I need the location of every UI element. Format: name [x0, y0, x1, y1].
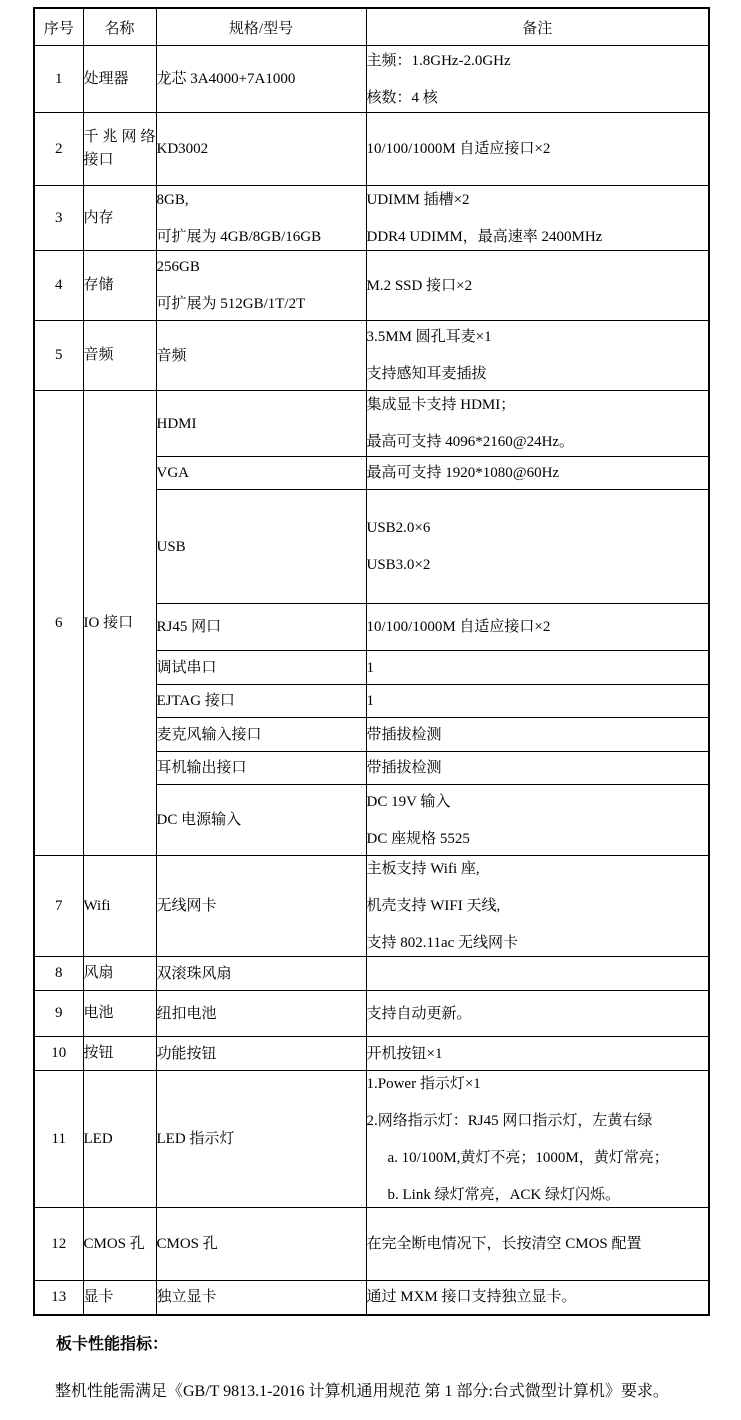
cell-name: LED	[83, 1071, 156, 1208]
cell-name: 千兆网络接口	[83, 113, 156, 186]
cell-line: DC 19V 输入	[366, 793, 451, 810]
cell-no: 12	[34, 1208, 83, 1281]
column-header-no: 序号	[34, 8, 83, 46]
cell-spec	[156, 1208, 366, 1281]
cell-spec	[156, 391, 366, 457]
cell-note	[366, 957, 709, 991]
cell-note	[366, 685, 709, 718]
cell-spec	[156, 604, 366, 651]
cell-line: 带插拔检测	[366, 760, 442, 776]
cell-line: DDR4 UDIMM，最高速率 2400MHz	[366, 228, 603, 245]
cell-note	[366, 457, 709, 490]
cell-line: 带插拔检测	[366, 726, 442, 743]
cell-line: 音频	[156, 347, 187, 364]
table-row	[34, 957, 709, 991]
cell-spec	[156, 1281, 366, 1315]
cell-line: UDIMM 插槽×2	[366, 191, 470, 208]
cell-note	[366, 718, 709, 752]
column-header-name: 名称	[83, 8, 156, 46]
cell-line: 核数：4 核	[366, 89, 438, 106]
cell-line: 支持自动更新。	[366, 1005, 472, 1022]
cell-note	[366, 46, 709, 113]
cell-spec	[156, 46, 366, 113]
cell-line: 8GB,	[156, 191, 189, 208]
cell-line: 耳机输出接口	[156, 760, 247, 776]
cell-line: 支持感知耳麦插拔	[366, 366, 487, 382]
table-row	[34, 46, 709, 113]
cell-line: 最高可支持 4096*2160@24Hz。	[366, 434, 575, 450]
cell-spec	[156, 1037, 366, 1071]
cell-spec	[156, 1071, 366, 1208]
cell-line: 最高可支持 1920*1080@60Hz	[366, 465, 560, 481]
cell-no: 2	[34, 113, 83, 186]
cell-name: 显卡	[83, 1281, 156, 1315]
cell-no: 5	[34, 321, 83, 391]
cell-line: USB	[156, 538, 186, 555]
column-header-spec: 规格/型号	[156, 8, 366, 46]
cell-spec	[156, 321, 366, 391]
cell-name: 存储	[83, 251, 156, 321]
cell-line: a. 10/100M,黄灯不亮；1000M，黄灯常亮；	[387, 1149, 669, 1166]
cell-name: IO 接口	[83, 391, 156, 856]
cell-note	[366, 1208, 709, 1281]
table-row	[34, 321, 709, 391]
cell-note	[366, 1037, 709, 1071]
cell-line: CMOS 孔	[156, 1236, 218, 1252]
footer-note: 整机性能需满足《GB/T 9813.1-2016 计算机通用规范 第 1 部分:台式微型计算机》要求。	[55, 1382, 669, 1400]
table-row	[34, 856, 709, 957]
column-header-note: 备注	[366, 8, 709, 46]
cell-line: 麦克风输入接口	[156, 726, 262, 743]
cell-name: 风扇	[83, 957, 156, 991]
table-row	[34, 391, 709, 457]
cell-line: 10/100/1000M 自适应接口×2	[366, 141, 551, 157]
cell-spec	[156, 651, 366, 685]
cell-line: 主频：1.8GHz-2.0GHz	[366, 52, 511, 69]
cell-note	[366, 251, 709, 321]
cell-line: 调试串口	[156, 659, 217, 676]
cell-no: 1	[34, 46, 83, 113]
table-row	[34, 1037, 709, 1071]
cell-no: 3	[34, 186, 83, 251]
cell-line: RJ45 网口	[156, 619, 222, 635]
cell-line: DC 电源输入	[156, 812, 242, 828]
cell-spec	[156, 957, 366, 991]
cell-line: 2.网络指示灯：RJ45 网口指示灯，左黄右绿	[366, 1112, 653, 1129]
cell-note	[366, 490, 709, 604]
cell-no: 10	[34, 1037, 83, 1071]
cell-line: DC 座规格 5525	[366, 830, 470, 847]
cell-name: 音频	[83, 321, 156, 391]
cell-line: 龙芯 3A4000+7A1000	[156, 71, 296, 87]
cell-line: 可扩展为 4GB/8GB/16GB	[156, 228, 322, 245]
cell-note	[366, 991, 709, 1037]
cell-note	[366, 604, 709, 651]
cell-note	[366, 321, 709, 391]
cell-name: 电池	[83, 991, 156, 1037]
cell-spec	[156, 752, 366, 785]
cell-line: M.2 SSD 接口×2	[366, 277, 473, 294]
cell-line: 3.5MM 圆孔耳麦×1	[366, 329, 492, 345]
cell-spec	[156, 490, 366, 604]
cell-note	[366, 856, 709, 957]
cell-spec	[156, 186, 366, 251]
cell-note	[366, 785, 709, 856]
cell-no: 11	[34, 1071, 83, 1208]
cell-name: Wifi	[83, 856, 156, 957]
cell-line: 支持 802.11ac 无线网卡	[366, 935, 519, 951]
table-row	[34, 251, 709, 321]
cell-note	[366, 391, 709, 457]
cell-line: 主板支持 Wifi 座,	[366, 861, 480, 877]
cell-spec	[156, 991, 366, 1037]
cell-spec	[156, 113, 366, 186]
cell-line: 1	[366, 659, 374, 676]
table-row	[34, 113, 709, 186]
cell-spec	[156, 457, 366, 490]
table-row	[34, 1281, 709, 1315]
spec-table	[33, 7, 710, 1316]
cell-no: 7	[34, 856, 83, 957]
table-row	[34, 1208, 709, 1281]
cell-line: 可扩展为 512GB/1T/2T	[156, 296, 306, 312]
cell-line: KD3002	[156, 141, 209, 157]
cell-no: 13	[34, 1281, 83, 1315]
cell-spec	[156, 685, 366, 718]
cell-name: CMOS 孔	[83, 1208, 156, 1281]
header-row	[34, 8, 709, 46]
table-row	[34, 1071, 709, 1208]
cell-line: 在完全断电情况下，长按清空 CMOS 配置	[366, 1236, 642, 1252]
cell-line: LED 指示灯	[156, 1131, 235, 1147]
cell-spec	[156, 251, 366, 321]
cell-line: HDMI	[156, 415, 197, 432]
cell-note	[366, 651, 709, 685]
cell-line: 10/100/1000M 自适应接口×2	[366, 619, 551, 635]
cell-line: 通过 MXM 接口支持独立显卡。	[366, 1289, 577, 1306]
cell-line: 256GB	[156, 259, 200, 275]
cell-line: 1	[366, 693, 374, 709]
table-row	[34, 991, 709, 1037]
cell-line: 功能按钮	[156, 1045, 217, 1062]
cell-spec	[156, 718, 366, 752]
cell-line: 开机按钮×1	[366, 1045, 443, 1062]
cell-line: 独立显卡	[156, 1289, 217, 1306]
section-heading: 板卡性能指标：	[56, 1335, 169, 1353]
cell-note	[366, 113, 709, 186]
table-row	[34, 186, 709, 251]
cell-line: EJTAG 接口	[156, 693, 235, 709]
cell-name: 处理器	[83, 46, 156, 113]
cell-note	[366, 752, 709, 785]
cell-spec	[156, 785, 366, 856]
cell-no: 8	[34, 957, 83, 991]
cell-line: 1.Power 指示灯×1	[366, 1075, 481, 1092]
cell-line: b. Link 绿灯常亮，ACK 绿灯闪烁。	[387, 1186, 621, 1203]
cell-line: VGA	[156, 465, 189, 481]
cell-line: 集成显卡支持 HDMI；	[366, 397, 516, 413]
cell-note	[366, 1281, 709, 1315]
document-page	[0, 7, 741, 1420]
cell-no: 6	[34, 391, 83, 856]
cell-note	[366, 1071, 709, 1208]
cell-line: USB2.0×6	[366, 520, 431, 536]
cell-name: 按钮	[83, 1037, 156, 1071]
cell-line: 纽扣电池	[156, 1005, 217, 1022]
cell-no: 9	[34, 991, 83, 1037]
cell-line: 机壳支持 WIFI 天线,	[366, 898, 501, 914]
cell-line: 无线网卡	[156, 898, 217, 914]
cell-name: 内存	[83, 186, 156, 251]
cell-no: 4	[34, 251, 83, 321]
cell-spec	[156, 856, 366, 957]
cell-line: USB3.0×2	[366, 557, 431, 573]
cell-note	[366, 186, 709, 251]
cell-line: 双滚珠风扇	[156, 965, 232, 982]
